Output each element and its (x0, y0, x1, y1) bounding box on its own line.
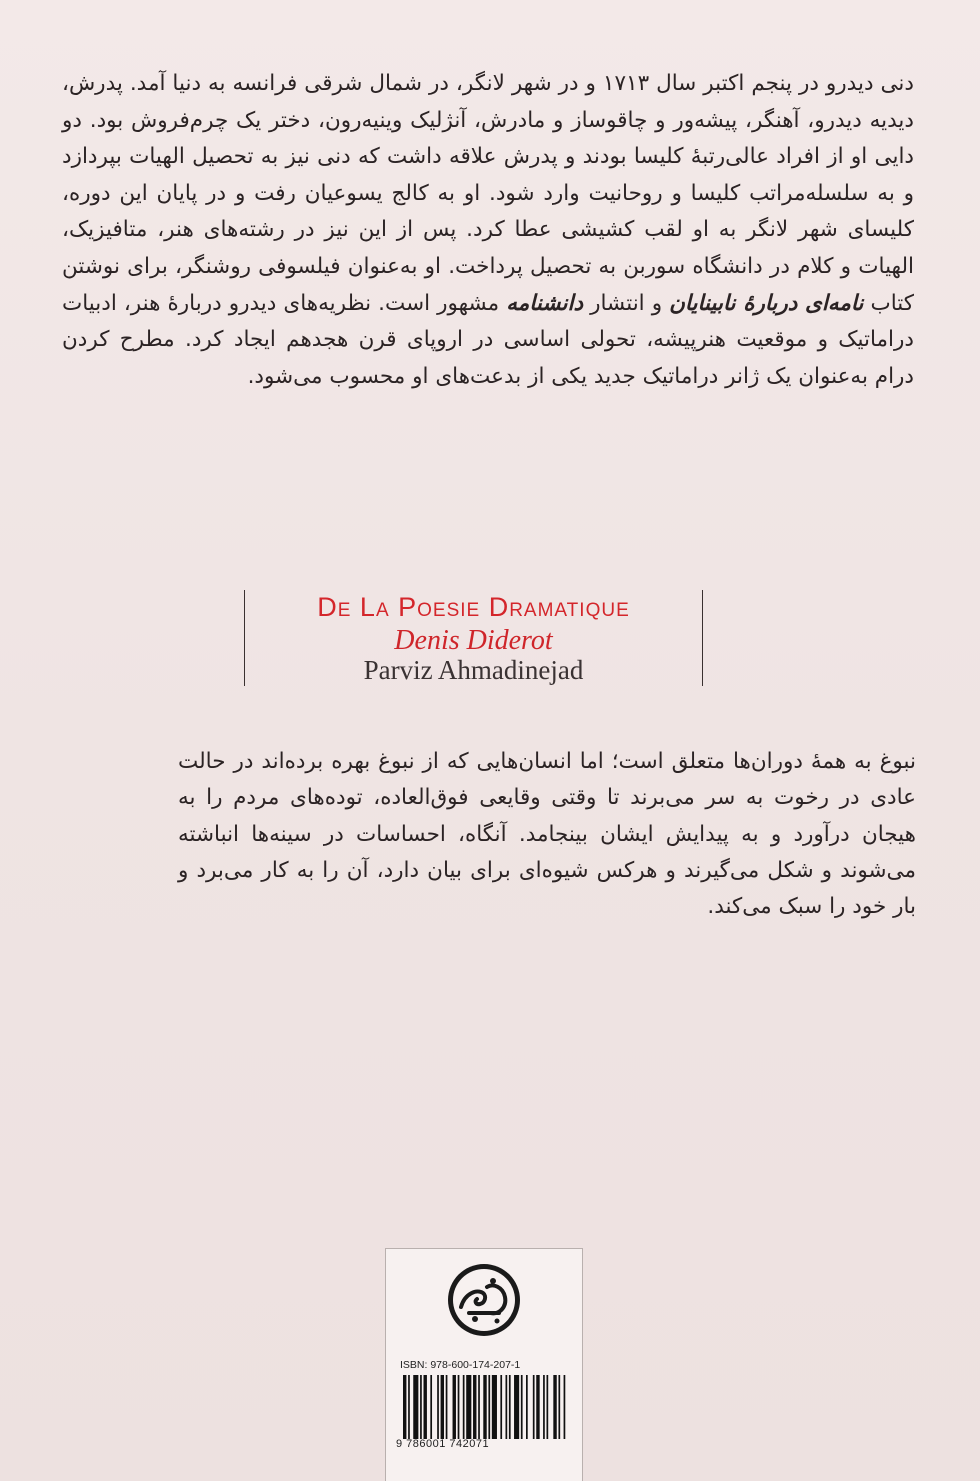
barcode-bar (506, 1375, 508, 1439)
barcode-bar (543, 1375, 545, 1439)
barcode-bar (492, 1375, 497, 1439)
barcode-bar (466, 1375, 471, 1439)
barcode-bar (514, 1375, 519, 1439)
barcode-bar (408, 1375, 410, 1439)
barcode-bar (413, 1375, 418, 1439)
barcode-bar (403, 1375, 406, 1439)
barcode-bar (483, 1375, 486, 1439)
author-biography (62, 66, 914, 395)
barcode-bar (536, 1375, 539, 1439)
barcode-bar (526, 1375, 528, 1439)
barcode-bar (453, 1375, 456, 1439)
isbn-label: ISBN: 978-600-174-207-1 (400, 1359, 521, 1371)
quote-text: نبوغ به همهٔ دوران‌ها متعلق است؛ اما انسان‌هایی که از نبوغ بهره برده‌اند در حالت عادی در رخوت به سر می‌برند تا وقتی وقایعی فوق‌العاده، توده‌های مردم را به هیجان درآورد و به پیدایش ایشان بینجامد. آنگاه، احساسات در سینه‌ها انباشته می‌شوند و شکل می‌گیرند و هرکس شیوه‌ای برای بیان دارد، آن را به کار می‌برد و بار خود را سبک می‌کند. (178, 749, 916, 920)
barcode-bar (521, 1375, 523, 1439)
biography-text-3: مشهور است. نظریه‌های دیدرو دربارهٔ هنر، ادبیات دراماتیک و موقعیت هنرپیشه، تحولی اساسی در اروپای قرن هجدهم ایجاد کرد. مطرح کردن درام به‌عنوان یک ژانر دراماتیک جدید یکی از بدعت‌های او محسوب می‌شود. (62, 290, 914, 389)
title-block (244, 590, 703, 686)
biography-text-2: و انتشار (590, 290, 663, 316)
barcode-bar (533, 1375, 535, 1439)
barcode-bar (500, 1375, 502, 1439)
biography-paragraph (62, 66, 914, 395)
barcode-bar (437, 1375, 439, 1439)
barcode-bar (430, 1375, 432, 1439)
barcode-digits: 9 786001 742071 (396, 1438, 490, 1450)
isbn-panel (385, 1248, 583, 1481)
barcode-bar (558, 1375, 560, 1439)
book-title-encyclopedia: دانشنامه (506, 290, 584, 316)
barcode-bar (424, 1375, 427, 1439)
barcode-bar (458, 1375, 460, 1439)
barcode-bar (441, 1375, 444, 1439)
barcode-icon (402, 1375, 568, 1439)
barcode-bar (478, 1375, 480, 1439)
barcode-bar (420, 1375, 422, 1439)
author-name: Denis Diderot (394, 625, 553, 656)
barcode-bar (547, 1375, 549, 1439)
biography-text-1: دنی دیدرو در پنجم اکتبر سال ۱۷۱۳ و در شهر لانگر، در شمال شرقی فرانسه به دنیا آمد. پدرش، دیدیه دیدرو، آهنگر، پیشه‌ور و چاقوساز و مادرش، آنژلیک وینیه‌رون، دختر یک چرم‌فروش بود. دو دایی او از افراد عالی‌رتبهٔ کلیسا بودند و پدرش علاقه داشت که دنی نیز به تحصیل الهیات بپردازد و به سلسله‌مراتب کلیسا و روحانیت وارد شود. او به کالج یسوعیان رفت و در پایان این دوره، کلیسای شهر لانگر به او لقب کشیشی عطا کرد. پس از این نیز در رشته‌های هنر، متافیزیک، الهیات و کلام در دانشگاه سوربن به تحصیل پرداخت. او به‌عنوان فیلسوفی روشنگر، برای نوشتن کتاب (62, 71, 914, 316)
translator-name: Parviz Ahmadinejad (363, 655, 584, 685)
publisher-logo-icon (447, 1263, 521, 1337)
barcode-bar (564, 1375, 566, 1439)
barcode-bar (488, 1375, 490, 1439)
book-title-letter-on-the-blind: نامه‌ای دربارهٔ نابینایان (669, 290, 864, 316)
barcode-bar (463, 1375, 465, 1439)
barcode-bar (446, 1375, 448, 1439)
barcode-bar (553, 1375, 556, 1439)
barcode-bar (473, 1375, 476, 1439)
barcode-bar (509, 1375, 511, 1439)
quote-block (178, 744, 916, 925)
french-title: De La Poesie Dramatique (317, 592, 630, 622)
